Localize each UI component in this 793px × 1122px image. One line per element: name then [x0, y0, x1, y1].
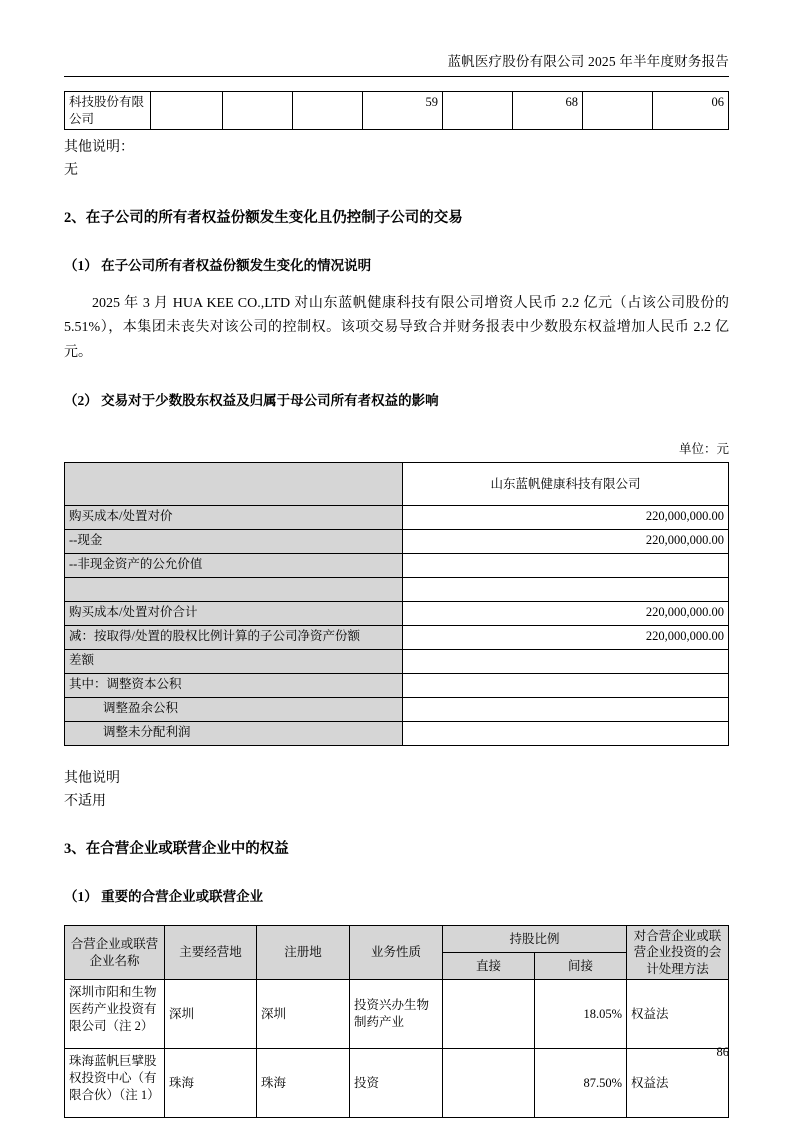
- col-header-accounting-method: 对合营企业或联营企业投资的会计处理方法: [627, 926, 729, 980]
- cell-row-label: 其中：调整资本公积: [65, 673, 403, 697]
- cell-jv-business-nature: 投资: [350, 1048, 443, 1117]
- table-row: [65, 649, 729, 673]
- table-row: [65, 505, 729, 529]
- cell-row-value: 220,000,000.00: [403, 529, 729, 553]
- cell-jv-direct: [443, 1048, 535, 1117]
- cell-row-label: 调整未分配利润: [65, 721, 403, 745]
- col-header-registered-place: 注册地: [257, 926, 350, 980]
- cell-row-label: 减：按取得/处置的股权比例计算的子公司净资产份额: [65, 625, 403, 649]
- cell-row-value: [403, 721, 729, 745]
- col-header-name: 合营企业或联营企业名称: [65, 926, 165, 980]
- table-header-row: [65, 462, 729, 505]
- cell-jv-indirect: 87.50%: [535, 1048, 627, 1117]
- cell-jv-registered-place: 深圳: [257, 979, 350, 1048]
- section-3-heading: 3、在合营企业或联营企业中的权益: [64, 841, 289, 858]
- cell-row-value: 220,000,000.00: [403, 601, 729, 625]
- cell-row-label: --现金: [65, 529, 403, 553]
- section-2-heading: 2、在子公司的所有者权益份额发生变化且仍控制子公司的交易: [64, 210, 463, 227]
- joint-venture-table-body: [65, 979, 729, 1117]
- cell-row-value: [403, 673, 729, 697]
- table-row: [65, 553, 729, 577]
- cell-jv-main-place: 珠海: [165, 1048, 257, 1117]
- section-2-sub-1-heading: （1） 在子公司所有者权益份额发生变化的情况说明: [64, 258, 372, 274]
- cell-blank-3: [293, 92, 363, 130]
- continuation-table: [64, 91, 729, 130]
- table-row: [65, 625, 729, 649]
- cell-row-label: 购买成本/处置对价合计: [65, 601, 403, 625]
- cell-row-label: [65, 577, 403, 601]
- cell-row-label: 购买成本/处置对价: [65, 505, 403, 529]
- cell-row-value: [403, 553, 729, 577]
- cell-blank-2: [223, 92, 293, 130]
- other-note-1-value: 无: [64, 162, 78, 178]
- cell-value-3: 06: [653, 92, 729, 130]
- col-header-direct: 直接: [443, 953, 535, 980]
- col-header-indirect: 间接: [535, 953, 627, 980]
- col-header-shareholding-group: 持股比例: [443, 926, 627, 953]
- cell-entity-name: 科技股份有限公司: [65, 92, 151, 130]
- other-note-1-label: 其他说明：: [64, 140, 134, 155]
- cell-blank-1: [151, 92, 223, 130]
- table-row: [65, 697, 729, 721]
- table-header-row-top: [65, 926, 729, 953]
- cell-row-value: [403, 577, 729, 601]
- table-row: [65, 92, 729, 130]
- cell-blank-5: [583, 92, 653, 130]
- cell-jv-direct: [443, 979, 535, 1048]
- cell-row-label: --非现金资产的公允价值: [65, 553, 403, 577]
- cell-jv-name: 珠海蓝帆巨擘股权投资中心（有限合伙）（注 1）: [65, 1048, 165, 1117]
- section-2-sub-2-heading: （2） 交易对于少数股东权益及归属于母公司所有者权益的影响: [64, 392, 439, 408]
- cell-row-value: 220,000,000.00: [403, 625, 729, 649]
- table-row: [65, 673, 729, 697]
- unit-label: 单位：元: [678, 441, 729, 456]
- cell-row-value: 220,000,000.00: [403, 505, 729, 529]
- cell-value-1: 59: [363, 92, 443, 130]
- table-row: [65, 601, 729, 625]
- cell-row-value: [403, 697, 729, 721]
- joint-venture-table-head: [65, 926, 729, 980]
- col-header-main-place: 主要经营地: [165, 926, 257, 980]
- table-row: [65, 529, 729, 553]
- section-2-other-note-label: 其他说明: [64, 770, 120, 786]
- section-3-sub-1-heading: （1） 重要的合营企业或联营企业: [64, 888, 264, 904]
- cell-header-company: 山东蓝帆健康科技有限公司: [403, 462, 729, 505]
- cell-jv-main-place: 深圳: [165, 979, 257, 1048]
- cell-blank-4: [443, 92, 513, 130]
- section-2-other-note-value: 不适用: [64, 793, 106, 809]
- cell-jv-name: 深圳市阳和生物医药产业投资有限公司（注 2）: [65, 979, 165, 1048]
- table-row: [65, 721, 729, 745]
- table-row: [65, 577, 729, 601]
- table-row: [65, 979, 729, 1048]
- cell-jv-business-nature: 投资兴办生物制药产业: [350, 979, 443, 1048]
- cell-header-blank: [65, 462, 403, 505]
- cell-jv-accounting-method: 权益法: [627, 979, 729, 1048]
- equity-impact-table-body: [65, 462, 729, 745]
- joint-venture-table: [64, 925, 729, 1118]
- cell-value-2: 68: [513, 92, 583, 130]
- cell-jv-registered-place: 珠海: [257, 1048, 350, 1117]
- page-number: 86: [716, 1045, 729, 1059]
- equity-impact-table: [64, 462, 729, 746]
- cell-jv-indirect: 18.05%: [535, 979, 627, 1048]
- table-row: [65, 1048, 729, 1117]
- running-header: 蓝帆医疗股份有限公司 2025 年半年度财务报告: [447, 54, 729, 69]
- col-header-business-nature: 业务性质: [350, 926, 443, 980]
- cell-row-label: 差额: [65, 649, 403, 673]
- header-rule: [64, 76, 729, 77]
- section-2-sub-1-paragraph: 2025 年 3 月 HUA KEE CO.,LTD 对山东蓝帆健康科技有限公司增资人民币 2.2 亿元（占该公司股份的 5.51%），本集团未丧失对该公司的控制权。该项交易导致合并财务报表中少数股东权益增加人民币 2.2 亿元。: [64, 296, 729, 360]
- cell-row-label: 调整盈余公积: [65, 697, 403, 721]
- cell-jv-accounting-method: 权益法: [627, 1048, 729, 1117]
- cell-row-value: [403, 649, 729, 673]
